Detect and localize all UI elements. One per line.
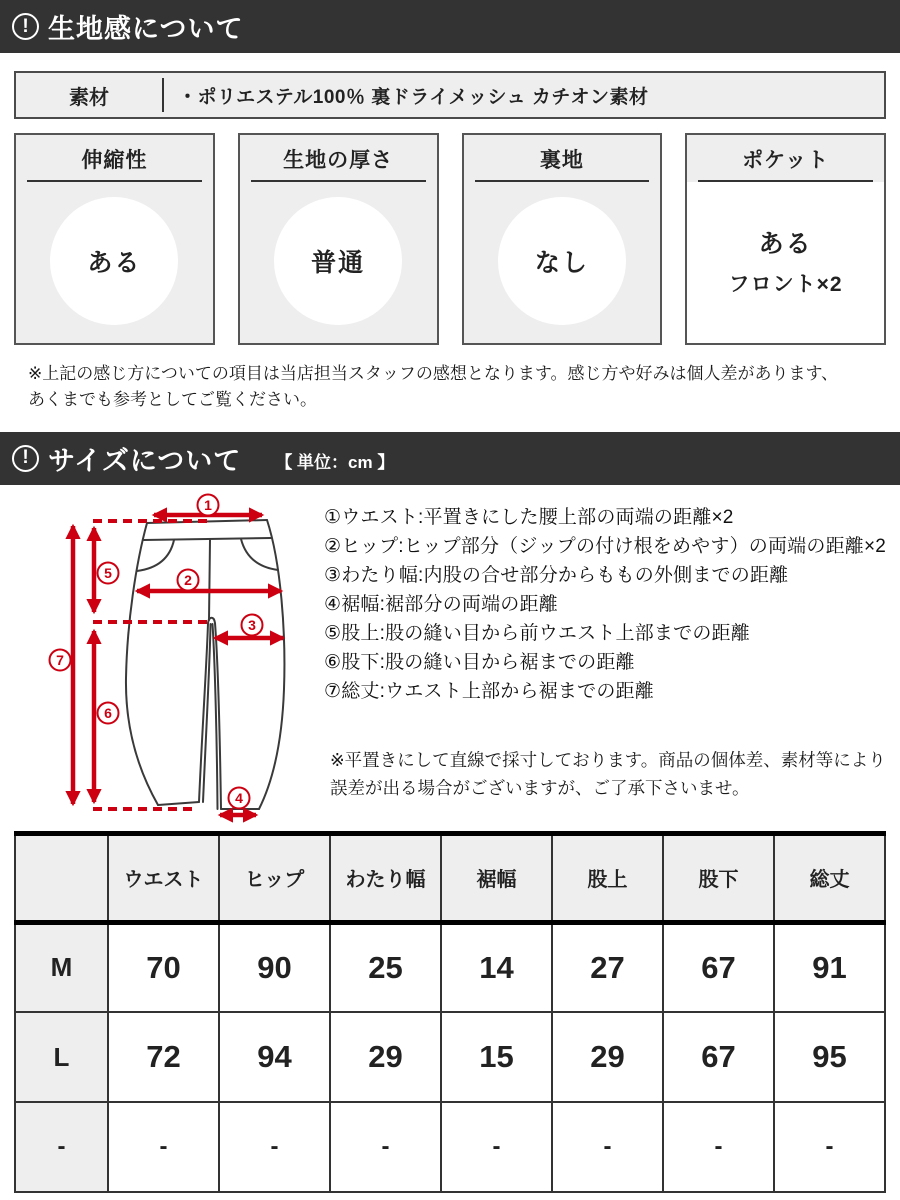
header-cell: 総丈 xyxy=(774,833,885,922)
attr-label: 生地の厚さ xyxy=(283,149,394,172)
attr-value-circle: なし xyxy=(498,197,626,325)
unit-label: 【 単位：cm 】 xyxy=(275,452,395,472)
value-cell: - xyxy=(330,1102,441,1192)
value-cell: 67 xyxy=(663,922,774,1012)
value-cell: 29 xyxy=(330,1012,441,1102)
value-cell: - xyxy=(441,1102,552,1192)
value-cell: - xyxy=(663,1102,774,1192)
value-cell: 25 xyxy=(330,922,441,1012)
value-cell: 90 xyxy=(219,922,330,1012)
measure-point: ①ウエスト:平置きにした腰上部の両端の距離×2 xyxy=(324,506,734,528)
underline xyxy=(698,180,873,182)
size-label: L xyxy=(15,1012,108,1102)
attr-value: ある xyxy=(758,230,813,258)
header-cell: 股上 xyxy=(552,833,663,922)
measure-point: ⑥股下:股の縫い目から裾までの距離 xyxy=(324,651,635,673)
svg-text:2: 2 xyxy=(184,571,192,588)
measurement-arrows xyxy=(73,515,283,815)
header-cell: ヒップ xyxy=(219,833,330,922)
svg-text:3: 3 xyxy=(248,616,256,633)
value-cell: - xyxy=(552,1102,663,1192)
value-cell: 15 xyxy=(441,1012,552,1102)
measure-point: ④裾幅:裾部分の両端の距離 xyxy=(324,593,558,615)
material-row xyxy=(14,71,886,119)
size-label: M xyxy=(15,922,108,1012)
pants-measurement-diagram xyxy=(40,493,322,825)
size-label: - xyxy=(15,1102,108,1192)
alert-icon: ! xyxy=(12,13,39,40)
alert-icon: ! xyxy=(12,445,39,472)
material-value: ・ポリエステル100％ 裏ドライメッシュ カチオン素材 xyxy=(178,86,649,108)
header-cell: わたり幅 xyxy=(330,833,441,922)
attr-value-detail: フロント×2 xyxy=(728,273,843,296)
material-label: 素材 xyxy=(69,86,109,109)
value-cell: - xyxy=(219,1102,330,1192)
size-section-header xyxy=(0,432,900,485)
header-cell-empty xyxy=(15,833,108,922)
table-row-empty xyxy=(15,1102,885,1192)
diagram-number-badges xyxy=(50,494,263,808)
value-cell: 14 xyxy=(441,922,552,1012)
attr-box-lining xyxy=(462,133,663,345)
fabric-section-title: 生地感について xyxy=(48,14,244,44)
underline xyxy=(27,180,202,182)
size-table xyxy=(14,831,886,1194)
measure-point: ⑦総丈:ウエスト上部から裾までの距離 xyxy=(324,680,654,702)
attr-label: 裏地 xyxy=(539,149,584,172)
measure-point: ③わたり幅:内股の合せ部分からももの外側までの距離 xyxy=(324,564,789,586)
measuring-note: ※平置きにして直線で採寸しております。商品の個体差、素材等により 誤差が出る場合がございますが、ご了承下さいませ。 xyxy=(330,749,886,798)
header-cell: 股下 xyxy=(663,833,774,922)
value-cell: 95 xyxy=(774,1012,885,1102)
value-cell: 91 xyxy=(774,922,885,1012)
size-table-header-row xyxy=(15,833,885,922)
pants-outline xyxy=(126,520,284,809)
measure-point: ⑤股上:股の縫い目から前ウエスト上部までの距離 xyxy=(324,622,750,644)
attr-label: 伸縮性 xyxy=(81,149,148,172)
svg-text:4: 4 xyxy=(235,789,243,806)
value-cell: 70 xyxy=(108,922,219,1012)
value-cell: 67 xyxy=(663,1012,774,1102)
value-cell: 27 xyxy=(552,922,663,1012)
value-cell: 94 xyxy=(219,1012,330,1102)
underline xyxy=(475,180,650,182)
measure-descriptions xyxy=(322,493,886,825)
value-cell: 72 xyxy=(108,1012,219,1102)
attr-box-thickness xyxy=(238,133,439,345)
table-row-l xyxy=(15,1012,885,1102)
attr-value-circle: 普通 xyxy=(274,197,402,325)
svg-text:1: 1 xyxy=(204,496,212,513)
size-section-title: サイズについて xyxy=(48,445,242,476)
underline xyxy=(251,180,426,182)
value-cell: 29 xyxy=(552,1012,663,1102)
svg-text:7: 7 xyxy=(56,651,64,668)
value-cell: - xyxy=(108,1102,219,1192)
measure-point: ②ヒップ:ヒップ部分（ジップの付け根をめやす）の両端の距離×2 xyxy=(324,535,887,557)
value-cell: - xyxy=(774,1102,885,1192)
fabric-section-header xyxy=(0,0,900,53)
header-cell: ウエスト xyxy=(108,833,219,922)
svg-text:5: 5 xyxy=(104,564,112,581)
fabric-note: ※上記の感じ方についての項目は当店担当スタッフの感想となります。感じ方や好みは個人差があります、 あくまでも参考としてご覧ください。 xyxy=(28,364,839,410)
size-diagram-row xyxy=(0,485,900,825)
attr-label: ポケット xyxy=(742,149,830,172)
attr-box-pocket xyxy=(685,133,886,345)
header-cell: 裾幅 xyxy=(441,833,552,922)
svg-text:6: 6 xyxy=(104,704,112,721)
table-row-m xyxy=(15,922,885,1012)
attr-value-circle: ある xyxy=(50,197,178,325)
attr-box-stretch xyxy=(14,133,215,345)
fabric-attributes xyxy=(14,133,886,345)
